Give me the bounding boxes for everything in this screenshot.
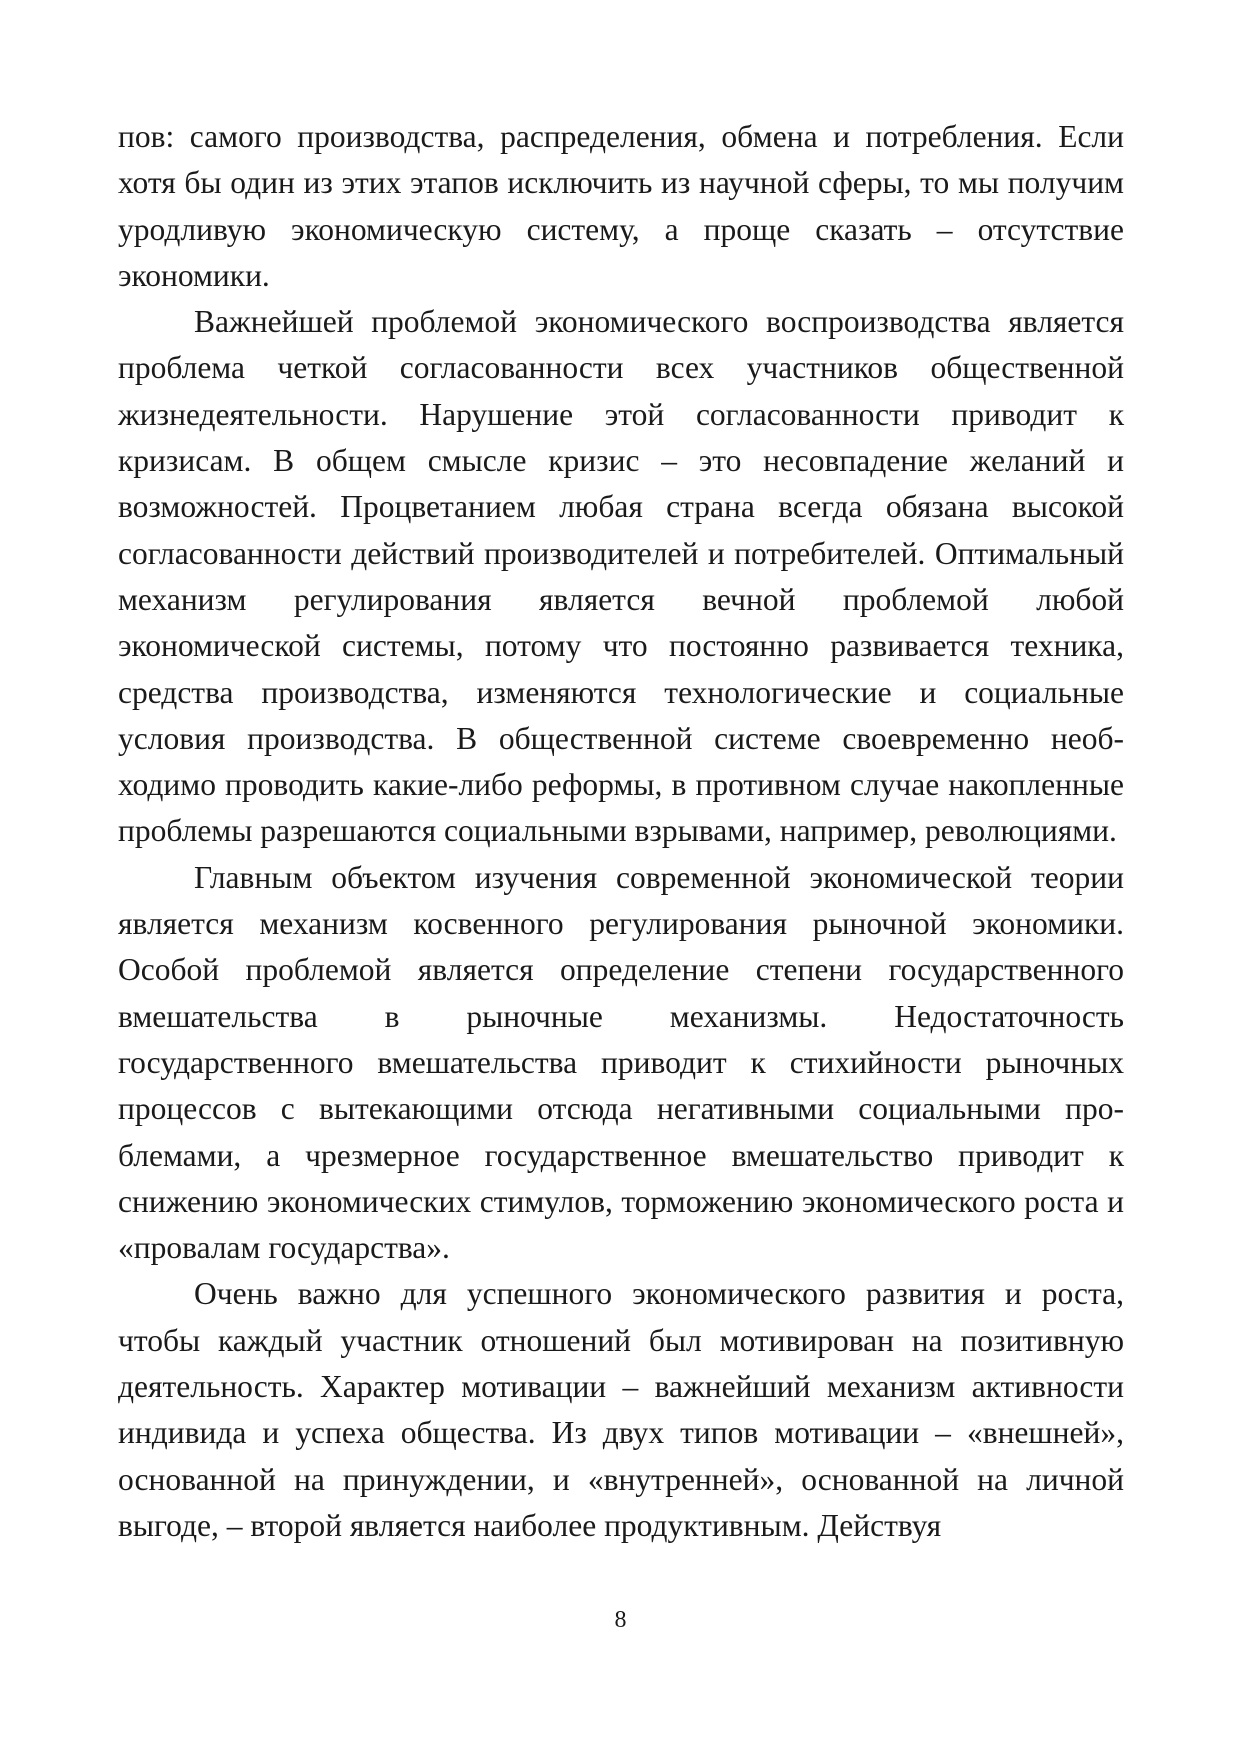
- page-number: 8: [614, 1607, 627, 1633]
- paragraph-1: пов: самого производства, распределения, обмена и потребления. Если хотя бы один из этих этапов исключить из научной сферы, то мы получим уродливую экономическую систему, а проще сказать – отсутствие экономики.: [118, 119, 1124, 293]
- paragraph-4: Очень важно для успешного экономического развития и роста, чтобы каждый участник отношений был мотивирован на позитивную деятельность. Характер мотивации – важнейший механизм активности индивида и успеха общества. Из двух типов мотивации – «внешней», основанной на принуждении, и «внутренней», основанной на личной выгоде, – второй является наиболее продуктивным. Действуя: [118, 1276, 1124, 1543]
- page-body: [118, 114, 1124, 1549]
- paragraph-3: Главным объектом изучения современной экономической теории является механизм косвенного регулирования рыночной экономики. Особой проблемой является определение степени государственного вмешательства в рыночные механизмы. Недостаточность государственного вмешательства приводит к стихийности рыночных процессов с вытекающими отсюда негативными социальными проблемами, а чрезмерное государственное вмешательство приводит к снижению экономических стимулов, торможению экономического роста и «провалам государства».: [118, 859, 1124, 1266]
- paragraph-2: Важнейшей проблемой экономического воспроизводства является проблема четкой согласованности всех участников общественной жизнедеятельности. Нарушение этой согласованности приводит к кризисам. В общем смысле кризис – это несовпадение желаний и возможностей. Процветанием любая страна всегда обязана высокой согласованности действий производителей и потребителей. Оптимальный механизм регулирования является вечной проблемой любой экономической системы, потому что постоянно развивается техника, средства производства, изменяются технологические и социальные условия производства. В общественной системе своевременно необходимо проводить какие-либо реформы, в противном случае накопленные проблемы разрешаются социальными взрывами, например, революциями.: [118, 304, 1124, 849]
